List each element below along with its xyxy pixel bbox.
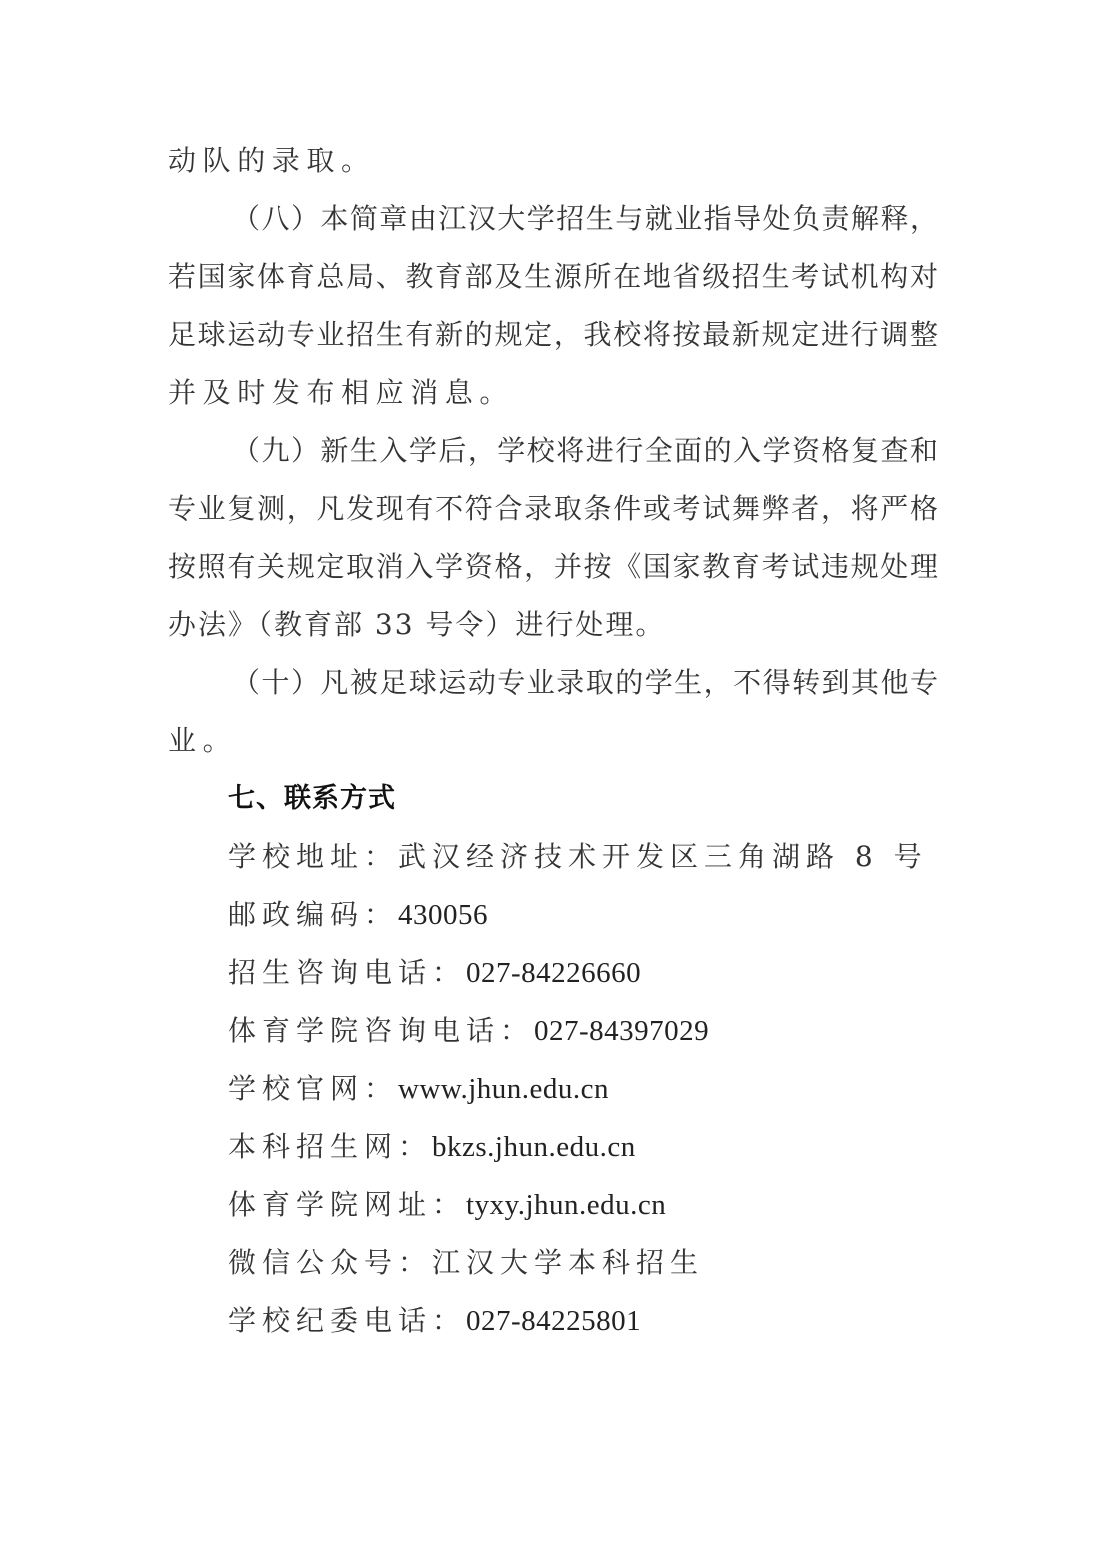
- contact-label: 体育学院咨询电话：: [228, 1014, 535, 1047]
- clause-10-line-2: 业。: [168, 724, 238, 757]
- contact-pe-college-link[interactable]: tyxy.jhun.edu.cn: [466, 1189, 667, 1221]
- contact-label: 本科招生网：: [228, 1130, 433, 1163]
- contact-website-link[interactable]: www.jhun.edu.cn: [398, 1073, 610, 1105]
- contact-postcode: [228, 895, 488, 935]
- clause-8-line-4: 并及时发布相应消息。: [168, 376, 515, 409]
- contact-address: [228, 837, 928, 877]
- contact-admissions-phone: [228, 953, 641, 993]
- contact-admissions-link[interactable]: bkzs.jhun.edu.cn: [432, 1131, 636, 1163]
- contact-value: 027-84226660: [466, 957, 642, 989]
- contact-school-website: [228, 1069, 609, 1109]
- contact-label: 学校官网：: [228, 1072, 399, 1105]
- clause-9-line-3: 按照有关规定取消入学资格，并按《国家教育考试违规处理: [168, 550, 938, 583]
- contact-pe-college-website: [228, 1185, 666, 1225]
- clause-8-line-1: （八）本简章由江汉大学招生与就业指导处负责解释，: [232, 202, 938, 235]
- clause-8-line-3: 足球运动专业招生有新的规定，我校将按最新规定进行调整: [168, 318, 938, 351]
- contact-value: 027-84225801: [466, 1305, 642, 1337]
- contact-label: 学校纪委电话：: [228, 1304, 467, 1337]
- clause-9-line-2: 专业复测，凡发现有不符合录取条件或考试舞弊者，将严格: [168, 492, 938, 525]
- clause-9-line-1: （九）新生入学后，学校将进行全面的入学资格复查和: [232, 434, 938, 467]
- contact-value: 江汉大学本科招生: [432, 1246, 705, 1279]
- contact-value: 武汉经济技术开发区三角湖路 8 号: [398, 840, 928, 873]
- contact-label: 邮政编码：: [228, 898, 399, 931]
- contact-label: 微信公众号：: [228, 1246, 433, 1279]
- clause-9-line-4: 办法》（教育部 33 号令）进行处理。: [168, 608, 666, 641]
- contact-label: 体育学院网址：: [228, 1188, 467, 1221]
- clause-8-line-2: 若国家体育总局、教育部及生源所在地省级招生考试机构对: [168, 260, 938, 293]
- contact-value: 430056: [398, 899, 489, 931]
- contact-label: 学校地址：: [228, 840, 399, 873]
- paragraph-continuation: 动队的录取。: [168, 144, 376, 177]
- contact-wechat-account: [228, 1243, 704, 1283]
- contact-pe-college-phone: [228, 1011, 709, 1051]
- contact-discipline-phone: [228, 1301, 641, 1341]
- clause-10-line-1: （十）凡被足球运动专业录取的学生，不得转到其他专: [232, 666, 938, 699]
- contact-admissions-website: [228, 1127, 636, 1167]
- section-heading-contact: 七、联系方式: [228, 783, 396, 814]
- contact-label: 招生咨询电话：: [228, 956, 467, 989]
- contact-value: 027-84397029: [534, 1015, 710, 1047]
